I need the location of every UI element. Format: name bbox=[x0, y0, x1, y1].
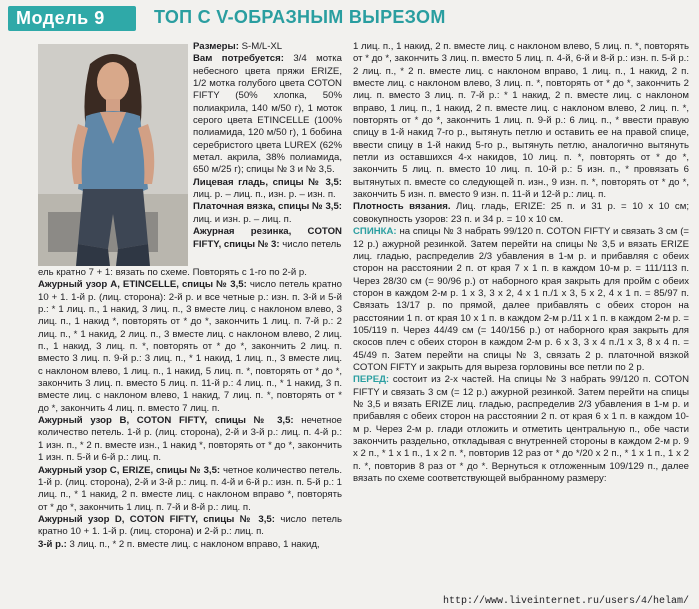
paragraph-heading: Ажурный узор C, ERIZE, спицы № 3,5: bbox=[38, 464, 221, 476]
paragraph-text: нечетное количество петель. 1-й р. (лиц. сторона), 2-й и 3-й р.: лиц. п. 4-й р.: 1 изн. п., * 2 п. вместе изн., 1 накид *, повторять от * до *, закончить 1 изн. п. 5-й и 6-й р.: лиц. п. bbox=[38, 415, 342, 464]
paragraph-heading: Ажурная резинка, COTON FIFTY, спицы № 3: bbox=[193, 226, 342, 250]
paragraph-text: Лиц. гладь, ERIZE: 25 п. и 31 р. = 10 х 10 см; совокупность узоров: 23 п. и 34 р. = 10 х 10 см. bbox=[353, 201, 689, 225]
paragraph-text: четное количество петель. 1-й р. (лиц. сторона), 2-й и 3-й р.: лиц. п. 4-й и 6-й р.: изн. п. 5-й р.: 1 лиц. п., * 1 накид, 2 п. вместе лиц. с наклоном вправо *, повторять от * до *, закончить 1 лиц. п. 7-й и 8-й р.: лиц. п. bbox=[38, 464, 342, 513]
paragraph-text: 3 лиц. п., * 2 п. вместе лиц. с наклоном вправо, 1 накид, bbox=[66, 538, 320, 550]
paragraph bbox=[353, 374, 689, 485]
paragraph-heading: Ажурный узор A, ETINCELLE, спицы № 3,5: bbox=[38, 279, 247, 291]
paragraph-heading: Плотность вязания. bbox=[353, 201, 451, 213]
model-badge bbox=[8, 6, 136, 31]
paragraph bbox=[353, 41, 689, 201]
paragraph-text: S-M/L-XL bbox=[238, 41, 283, 52]
paragraph-text: число петель кратно 10 + 1. 1-й р. (лиц. сторона) и 2-й р.: лиц. п. bbox=[38, 513, 342, 538]
paragraph bbox=[193, 41, 342, 53]
paragraph-heading: Ажурный узор B, COTON FIFTY, спицы № 3,5: bbox=[38, 415, 294, 427]
page-header bbox=[8, 6, 698, 32]
paragraph-heading: Лицевая гладь, спицы № 3,5: bbox=[193, 176, 342, 188]
paragraph-text: число петель кратно 10 + 1. 1-й р. (лиц. сторона): 2-й р. и все четные р.: изн. п. 3-й и 5-й р.: * 1 лиц. п., 1 накид, 3 лиц. п., 3 вместе лиц. с наклоном влево, 3 лиц. п., 1 накид *, повторять от * до *, закончить 1 лиц. п. 7-й р.: 2 лиц. п., * 1 накид, 2 лиц. п., 3 вместе лиц. с наклоном влево, 2 лиц. п., 1 накид, 3 лиц. п. *, повторять от * до *, закончить 2 лиц. п. вместо 3 лиц. п. 9-й р.: 3 лиц. п., * 1 накид, 1 лиц. п., 3 вместе лиц. с наклоном влево, 1 лиц. п., 1 накид, 5 лиц. п. *, повторять от * до *, закончить 3 лиц. п. вместо 5 лиц. п. 11-й р.: 4 лиц. п., * 1 накид, 3 п. вместе лиц. с наклоном влево, 1 накид, 7 лиц. п. *, повторять от * до *, закончить 4 лиц. п. вместо 7 лиц. п. bbox=[38, 279, 342, 414]
paragraph bbox=[353, 226, 689, 374]
paragraph-text: состоит из 2-х частей. На спицы № 3 набрать 99/120 п. COTON FIFTY и связать 3 см (= 12 р.) ажурной резинкой. Затем перейти на спицы № 3,5 и вязать ERIZE лиц. гладью, распределив 2/3 убавления в 1-м р. и прибавляя с обеих сторон на расстоянии 2 п. от края 6 х 1 п. в каждом 10-м р. Через 2-м р. глади отложить и отметить центральную п., обе части закончить раздельно, откладывая с внутренней стороны в каждом 2-м р. 9 х 2 п., * 1 х 1 п., 1 х 2 п. *, повторив 12 раз от * до */20 х 2 п., * 1 х 1 п., 1 х 2 п. *, повторив 8 раз от * до *. Вернуться к отложенным 109/129 п., далее вязать по схеме соответствующей выбранному размеру: bbox=[353, 374, 689, 485]
paragraph bbox=[38, 267, 342, 279]
paragraph bbox=[38, 415, 342, 464]
paragraph-heading: Платочная вязка, спицы № 3,5: bbox=[193, 201, 342, 213]
page-title: ТОП С V-ОБРАЗНЫМ ВЫРЕЗОМ bbox=[154, 7, 446, 27]
section-heading-back: СПИНКА: bbox=[353, 226, 397, 238]
paragraph bbox=[193, 201, 342, 226]
paragraph-text: число петель bbox=[279, 238, 342, 250]
paragraph bbox=[38, 279, 342, 415]
paragraph-heading: Размеры: bbox=[193, 41, 239, 52]
model-photo-illustration bbox=[38, 44, 188, 266]
instructions-column bbox=[353, 41, 689, 485]
paragraph bbox=[193, 177, 342, 202]
paragraph-heading: Вам потребуется: bbox=[193, 53, 284, 65]
model-badge-label: Модель 9 bbox=[16, 8, 105, 28]
model-photo bbox=[38, 44, 188, 266]
paragraph-text: на спицы № 3 набрать 99/120 п. COTON FIFTY и связать 3 см (= 12 р.) ажурной резинкой. Затем перейти на спицы № 3,5 и вязать ERIZE лиц. гладью, распределив 2/3 убавления в 1-м р. и прибавляя с обеих сторон на расстоянии 2 п. от края 7 х 1 п. в каждом 10-м р. = 111/113 п. Через 28/30 см (= 90/96 р.) от наборного края закрыть для пройм с обеих сторон в каждом 2-м р. 1 х 3, 3 х 2, 4 х 1 п./1 х 3, 5 х 2, 4 х 1 п. = 85/97 п. Связать 13/17 р. по прямой, далее прибавлять с обеих сторон на расстоянии 1 п. от края 10 х 1 п. в каждом 2-м р./11 х 1 п. в каждом 2-м р. = 105/119 п. Через 44/49 см (= 140/156 р.) от наборного края закрыть для скосов плеч с обеих сторон в каждом 2-м р. 6 х 3, 3 х 4 п./1 х 3, 8 х 4 п. = 45/49 п. Затем перейти на спицы № 3, связать 2 р. платочной вязкой COTON FIFTY и закрыть для выреза горловины все петли по 2 р. bbox=[353, 226, 689, 373]
paragraph-text: 1 лиц. п., 1 накид, 2 п. вместе лиц. с наклоном влево, 5 лиц. п. *, повторять от * до *, закончить 3 лиц. п. вместо 5 лиц. п. 4-й, 6-й и 8-й р.: изн. п. 5-й р.: 2 лиц. п., * 2 п. вместе лиц. с наклоном вправо, 1 лиц. п., 1 накид, 2 п. вместе лиц. с наклоном влево, 3 лиц. п. *, повторять от * до *, закончить 2 лиц. п. вместо 3 лиц. п. 7-й р.: * 1 накид, 2 п. вместе лиц. с наклоном вправо, 1 лиц. п., 1 накид, 2 п. вместе лиц. с наклоном влево, 2 лиц. п. *, повторять от * до *, закончить 1 лиц. п. 9-й р.: 6 лиц. п., * ввести правую спицу в 1-й накид 7-го р., вытянуть петлю и оставить ее на правой спице, ввести спицу в 1-й накид 5-го р., вытянуть петлю, аналогично вытянуть петли из оставшихся 4-х накидов, 10 лиц. п. *, повторять от * до *, закончить 5 лиц. п. вместо 10 лиц. п. 10-й р.: 5 изн. п., * провязать 6 вытянутых п. вместе со следующей п. изн., 9 изн. п. *, повторять от * до *, закончить 5 изн. п. вместо 9 изн. п. 11-й и 12-й р.: лиц. п. bbox=[353, 41, 689, 201]
paragraph-text: лиц. и изн. р. – лиц. п. bbox=[193, 213, 292, 225]
paragraph bbox=[193, 226, 342, 251]
paragraph-text: ель кратно 7 + 1: вязать по схеме. Повторять с 1-го по 2-й р. bbox=[38, 267, 307, 278]
paragraph-heading: Ажурный узор D, COTON FIFTY, спицы № 3,5: bbox=[38, 513, 275, 525]
paragraph-heading: 3-й р.: bbox=[38, 538, 67, 550]
paragraph-text: лиц. р. – лиц. п., изн. р. – изн. п. bbox=[193, 189, 336, 201]
paragraph bbox=[38, 514, 342, 539]
section-heading-front: ПЕРЕД: bbox=[353, 374, 390, 386]
paragraph bbox=[193, 53, 342, 176]
source-url: http://www.liveinternet.ru/users/4/helam/ bbox=[442, 596, 689, 607]
patterns-column bbox=[38, 267, 342, 551]
paragraph-text: 3/4 мотка небесного цвета пряжи ERIZE, 1/2 мотка голубого цвета COTON FIFTY (50% хлопка, 50% полиакрила, 140 м/50 г), 1 моток серого цвета ETINCELLE (100% полиамида, 120 м/50 г), 1 бобина серебристого цвета LUREX (62% метал. акрила, 38% полиамида, 650 м/25 г); спицы № 3 и № 3,5. bbox=[193, 53, 342, 176]
paragraph bbox=[38, 539, 342, 551]
materials-column bbox=[193, 41, 342, 251]
paragraph bbox=[38, 465, 342, 514]
paragraph bbox=[353, 201, 689, 226]
